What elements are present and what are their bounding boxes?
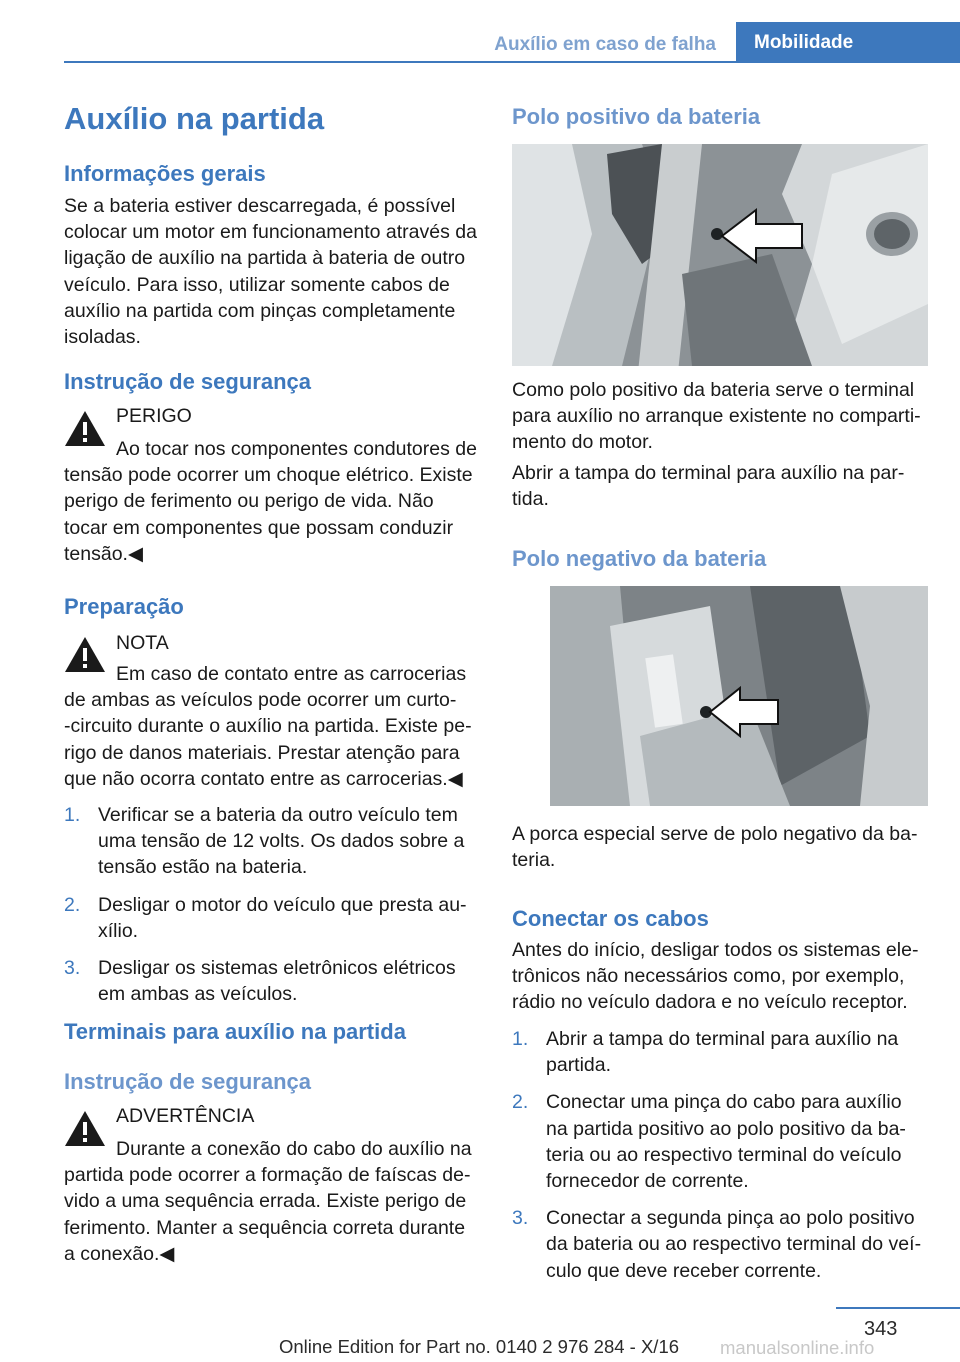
positive-pole-text-2: Abrir a tampa do terminal para auxílio na partida. [512, 462, 905, 511]
warning-label: ADVERTÊNCIA [116, 1105, 255, 1127]
header-rule [64, 61, 960, 63]
danger-label: PERIGO [116, 405, 192, 427]
danger-text: Ao tocar nos componentes condutores de tensão pode ocorrer um choque elétrico. Existe perigo de ferimento ou perigo de vida. Não tocar em componentes que possam conduzir tensão.◀ [64, 438, 477, 565]
edition-footer: Online Edition for Part no. 0140 2 976 284 - X/16 [278, 1336, 680, 1357]
running-header-section: Auxílio em caso de falha [494, 34, 716, 55]
positive-terminal-photo [512, 144, 928, 366]
safety-heading-2: Instrução de segurança [64, 1069, 311, 1094]
negative-pole-heading: Polo negativo da bateria [512, 546, 767, 571]
general-info-heading: Informações gerais [64, 161, 266, 186]
general-info-text: Se a bateria estiver descarregada, é possível colocar um motor em funcionamento através da ligação de auxílio na partida à bateria de outro veículo. Para isso, utilizar somente cabos de auxílio na partida com pinças completamente isoladas. [64, 195, 477, 349]
note-text: Em caso de contato entre as carrocerias de ambas as veículos pode ocorrer um curto-‑circuito durante o auxílio na partida. Existe perigo de danos materiais. Prestar atenção para que não ocorra contato entre as carrocerias.◀ [64, 663, 472, 790]
footer-rule [836, 1307, 960, 1309]
connect-cables-heading: Conectar os cabos [512, 906, 709, 931]
negative-terminal-photo [550, 586, 928, 806]
page-title: Auxílio na partida [64, 101, 325, 136]
terminals-heading: Terminais para auxílio na partida [64, 1019, 406, 1044]
preparation-steps [64, 802, 478, 1018]
note-label: NOTA [116, 632, 169, 654]
connect-cables-text: Antes do início, desligar todos os sistemas eletrônicos não necessários como, por exemplo, rádio no veículo dadora e no veículo receptor. [512, 939, 919, 1014]
safety-heading: Instrução de segurança [64, 369, 311, 394]
chapter-tab: Mobilidade [736, 22, 960, 62]
preparation-heading: Preparação [64, 594, 184, 619]
list-item: 1. Abrir a tampa do terminal para auxílio na partida. [512, 1028, 899, 1077]
watermark: manualsonline.info [720, 1337, 875, 1358]
negative-pole-text: A porca especial serve de polo negativo da bateria. [512, 823, 918, 872]
connect-steps [512, 1026, 928, 1295]
positive-pole-heading: Polo positivo da bateria [512, 104, 761, 129]
warning-text: Durante a conexão do cabo do auxílio na partida pode ocorrer a formação de faíscas devido a uma sequência errada. Existe perigo de ferimento. Manter a sequência correta durante a conexão.◀ [64, 1138, 472, 1265]
list-item: 3. Desligar os sistemas eletrônicos elétricos em ambas as veículos. [64, 957, 456, 1006]
list-item: 2. Conectar uma pinça do cabo para auxílio na partida positivo ao polo positivo da bateria ou ao respectivo terminal do veículo fornecedor de corrente. [512, 1091, 906, 1193]
positive-pole-text-1: Como polo positivo da bateria serve o terminal para auxílio no arranque existente no compartimento do motor. [512, 379, 921, 454]
page-number: 343 [864, 1318, 898, 1340]
list-item: 2. Desligar o motor do veículo que presta auxílio. [64, 893, 467, 942]
list-item: 1. Verificar se a bateria da outro veículo tem uma tensão de 12 volts. Os dados sobre a tensão estão na bateria. [64, 804, 465, 879]
list-item: 3. Conectar a segunda pinça ao polo positivo da bateria ou ao respectivo terminal do veículo que deve receber corrente. [512, 1207, 922, 1282]
